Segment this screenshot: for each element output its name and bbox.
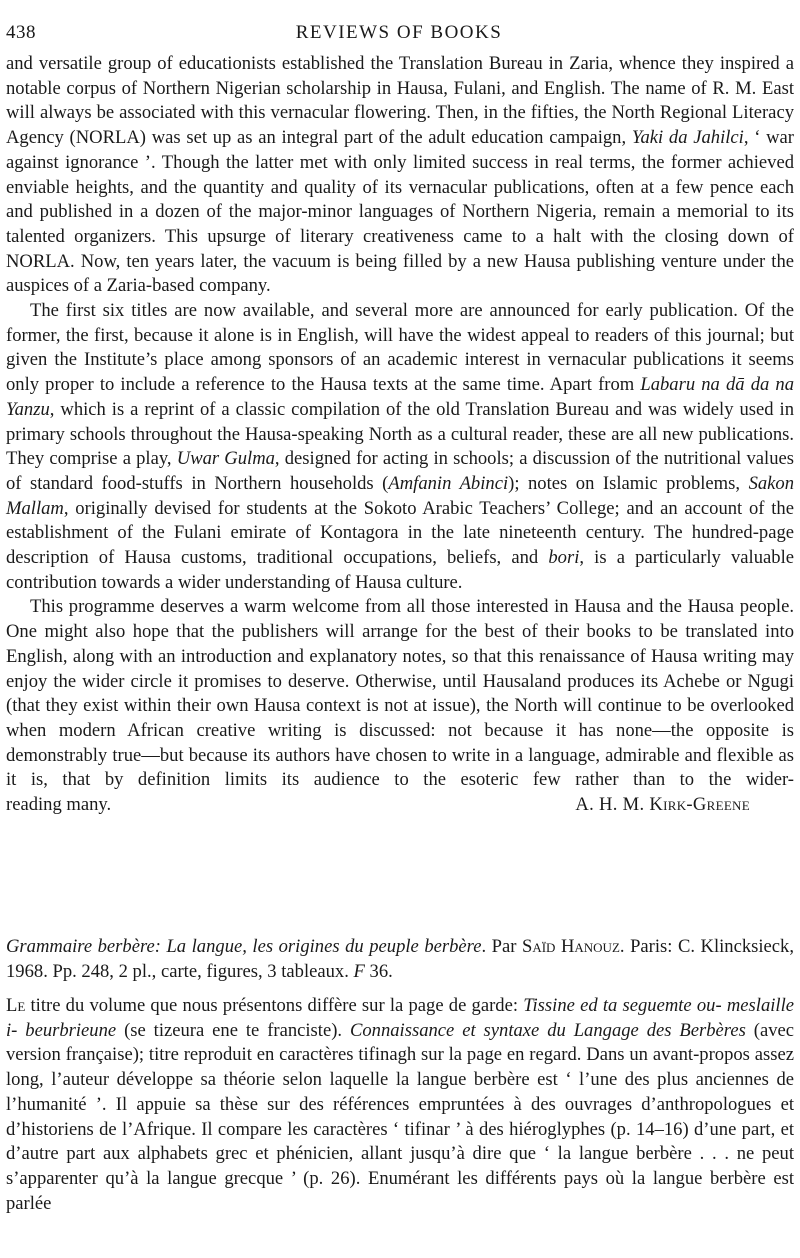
signature-row	[6, 793, 794, 818]
italic-text: Labaru na dā da na Yanzu	[6, 374, 795, 420]
text-run: and versatile group of educationists established the Translation Bureau in Zaria, whence they inspired a notable corpus of Northern Nigerian scholarship in Hausa, Fulani, and English. The name of R. M. East will always be associated with this vernacular flowering. Then, in the fifties, the North Regional Literacy Agency (NORLA) was set up as an integral part of the adult education campaign,	[6, 53, 794, 149]
italic-text: bori	[548, 547, 580, 569]
italic-text: F	[353, 961, 365, 982]
text-run: , designed for acting in schools; a discussion of the nutritional values of standard food-stuffs in Northern households (	[6, 448, 794, 494]
header-title: REVIEWS OF BOOKS	[295, 22, 503, 43]
italic-text: Connaissance et syntaxe du Langage des Berbères	[349, 1019, 746, 1041]
text-run: . Par	[481, 936, 522, 957]
italic-text: Tissine ed ta seguemte ou- meslaille i- beurbrieune	[6, 995, 794, 1041]
italic-text: Uwar Gulma	[176, 448, 275, 470]
italic-text: Grammaire berbère: La langue, les origines du peuple berbère	[6, 936, 482, 957]
review1-paragraph-1	[6, 52, 794, 299]
text-run: (avec version française); titre reproduit en caractères tifinagh sur la page en regard. Dans un avant-propos assez long, l’auteur développe sa théorie selon laquelle la langue berbère est ‘ l’une des plus anciennes de l’humanité ’. Il appuie sa thèse sur des références empruntées à des ouvrages d’anthropologues et d’historiens de l’Afrique. Il compare les caractères ‘ tifinar ’ à des hiéroglyphes (p. 14–16) d’une part, et d’autre part aux alphabets grec et phénicien, allant jusqu’à dire que ‘ la langue berbère . . . ne peut s’apparenter qu’à la langue grecque ’ (p. 26). Enumérant les différents pays où la langue berbère est parlée	[6, 1019, 795, 1214]
review1-paragraph-3	[6, 595, 794, 793]
review-grammaire-berbere	[6, 934, 794, 1216]
reviewer-signature: A. H. M. Kirk-Greene	[575, 794, 750, 816]
italic-text: Yaki da Jahilci	[631, 127, 744, 149]
text-run: The first six titles are now available, and several more are announced for early publication. Of the former, the first, because it alone is in English, will have the widest appeal to readers of this journal; but given the Institute’s place among sponsors of an academic interest in vernacular publications it seems only proper to include a reference to the Hausa texts at the same time. Apart from	[6, 300, 794, 396]
italic-text: Sakon Mallam	[6, 472, 795, 519]
italic-text: Amfanin Abinci	[388, 472, 509, 494]
book-citation	[6, 934, 794, 984]
small-caps-text: Le	[6, 995, 26, 1016]
review-hausa-publications	[6, 52, 794, 818]
text-run: (se tizeura ene te franciste).	[116, 1019, 350, 1041]
last-line: reading many.	[6, 794, 112, 816]
text-run: 36.	[364, 961, 393, 982]
review2-paragraph-1	[6, 994, 794, 1216]
text-run: titre du volume que nous présentons diffère sur la page de garde:	[25, 995, 524, 1016]
small-caps-text: Saïd Hanouz	[521, 936, 620, 957]
text-run: , originally devised for students at the Sokoto Arabic Teachers’ College; and an account of the establishment of the Fulani emirate of Kontagora in the late nineteenth century. The hundred-page description of Hausa customs, traditional occupations, beliefs, and	[6, 497, 794, 569]
text-run: ); notes on Islamic problems,	[508, 472, 749, 494]
text-run: , which is a reprint of a classic compilation of the old Translation Bureau and was widely used in primary schools throughout the Hausa-speaking North as a cultural reader, these are all new publications. They comprise a play,	[6, 398, 794, 470]
page-number: 438	[6, 22, 36, 43]
text-run: , ‘ war against ignorance ’. Though the latter met with only limited success in real terms, the former achieved enviable heights, and the quantity and quality of its vernacular publications, often at a few pence each and published in a dozen of the major-minor languages of Northern Nigeria, remain a memorial to its talented organizers. This upsurge of literary creativeness came to a halt with the closing down of NORLA. Now, ten years later, the vacuum is being filled by a new Hausa publishing venture under the auspices of a Zaria-based company.	[6, 127, 794, 297]
text-run: . Paris: C. Klincksieck, 1968. Pp. 248, 2 pl., carte, figures, 3 tableaux.	[6, 936, 795, 982]
text-run: This programme deserves a warm welcome from all those interested in Hausa and the Hausa people. One might also hope that the publishers will arrange for the best of their books to be translated into English, along with an introduction and explanatory notes, so that this renaissance of Hausa writing may enjoy the wider circle it promises to deserve. Otherwise, until Hausaland produces its Achebe or Ngugi (that they exist within their own Hausa context is not at issue), the North will continue to be overlooked when modern African creative writing is discussed: not because it has none—the opposite is demonstrably true—but because its authors have chosen to write in a language, admirable and flexible as it is, that by definition limits its audience to the esoteric few rather than to the wider-	[6, 596, 794, 791]
running-head	[6, 18, 792, 48]
review1-paragraph-2	[6, 299, 794, 595]
text-run: , is a particularly valuable contribution towards a wider understanding of Hausa culture.	[6, 547, 794, 593]
